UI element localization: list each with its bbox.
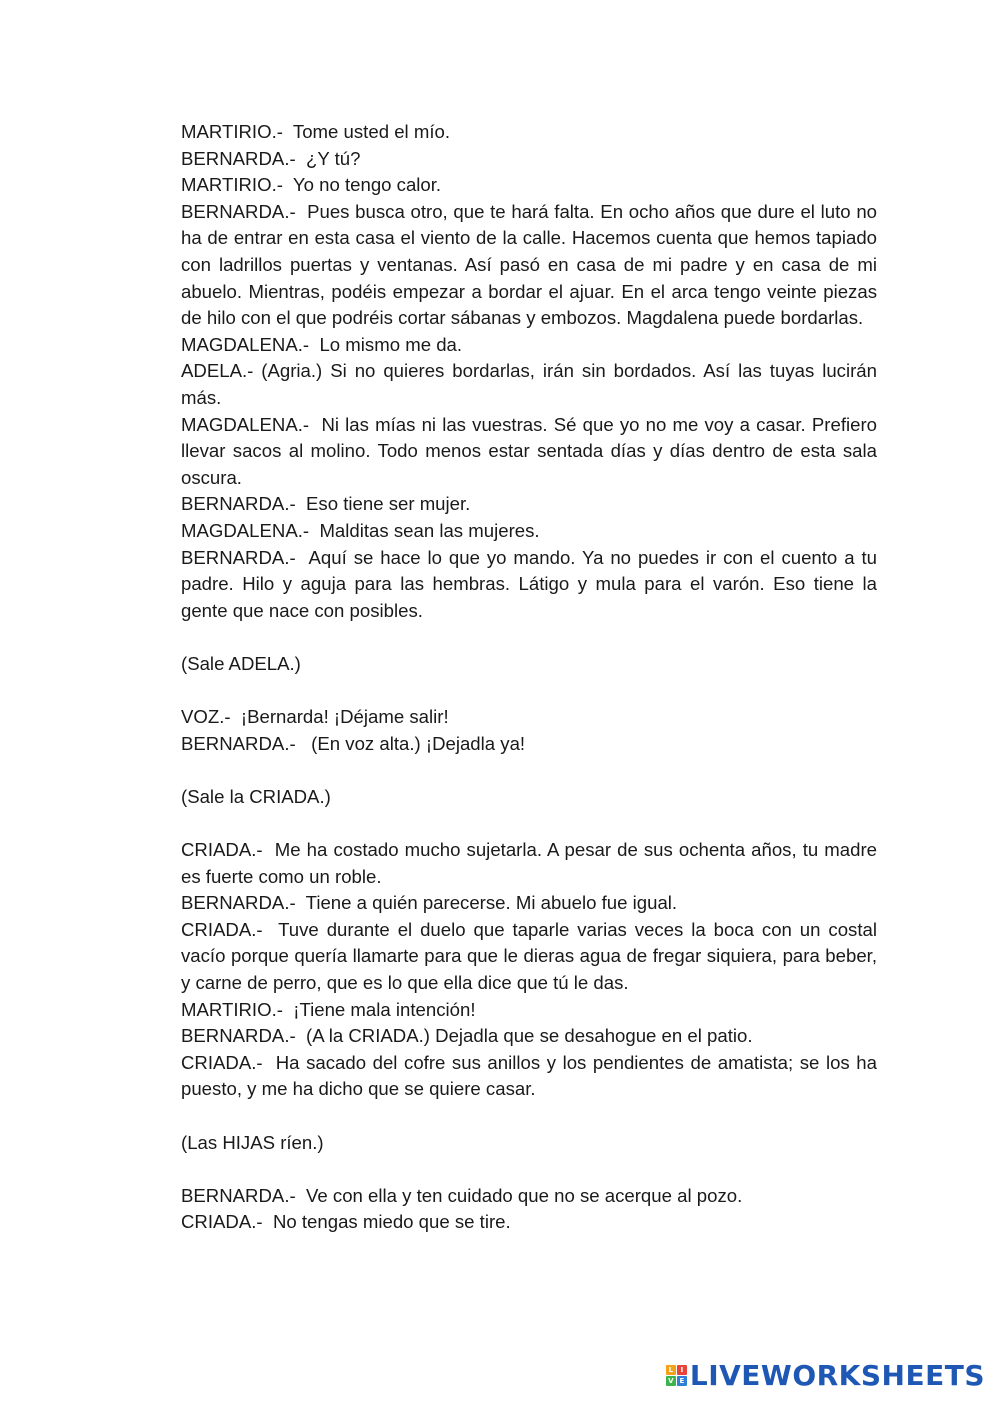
- stage-direction: (Sale la CRIADA.): [181, 785, 331, 807]
- dialogue-line: BERNARDA.- (En voz alta.) ¡Dejadla ya!: [181, 732, 526, 754]
- spacer: [181, 624, 877, 651]
- dialogue-line: ADELA.- (Agria.) Si no quieres bordarlas, irán sin bordados. Así las tuyas lucirán más.: [181, 360, 883, 408]
- logo-tile-e: E: [677, 1376, 687, 1386]
- stage-direction: (Las HIJAS ríen.): [181, 1131, 324, 1153]
- dialogue-line: BERNARDA.- Aquí se hace lo que yo mando. Ya no puedes ir con el cuento a tu padre. Hilo y aguja para las hembras. Látigo y mula para el varón. Eso tiene la gente que nace con posibles.: [181, 546, 883, 621]
- dialogue-line: BERNARDA.- Eso tiene ser mujer.: [181, 493, 471, 515]
- liveworksheets-icon: [666, 1365, 687, 1386]
- dialogue-line: MAGDALENA.- Malditas sean las mujeres.: [181, 519, 540, 541]
- logo-tile-v: V: [666, 1376, 676, 1386]
- dialogue-line: BERNARDA.- Ve con ella y ten cuidado que no se acerque al pozo.: [181, 1184, 743, 1206]
- liveworksheets-logo[interactable]: [666, 1359, 985, 1392]
- spacer: [181, 677, 877, 704]
- logo-tile-i: I: [677, 1365, 687, 1375]
- dialogue-line: MARTIRIO.- Tome usted el mío.: [181, 121, 451, 142]
- dialogue-line: CRIADA.- No tengas miedo que se tire.: [181, 1211, 511, 1233]
- brand-name: LIVEWORKSHEETS: [689, 1359, 985, 1392]
- spacer: [181, 1103, 877, 1130]
- dialogue-line: MARTIRIO.- ¡Tiene mala intención!: [181, 998, 476, 1020]
- spacer: [181, 1156, 877, 1183]
- document-body: [181, 119, 883, 1236]
- dialogue-line: BERNARDA.- ¿Y tú?: [181, 147, 361, 169]
- dialogue-line: MAGDALENA.- Lo mismo me da.: [181, 333, 463, 355]
- dialogue-line: BERNARDA.- (A la CRIADA.) Dejadla que se desahogue en el patio.: [181, 1025, 753, 1047]
- dialogue-line: CRIADA.- Me ha costado mucho sujetarla. A pesar de sus ochenta años, tu madre es fuerte como un roble.: [181, 839, 883, 887]
- dialogue-line: BERNARDA.- Tiene a quién parecerse. Mi abuelo fue igual.: [181, 892, 678, 914]
- stage-direction: (Sale ADELA.): [181, 652, 301, 674]
- dialogue-line: MARTIRIO.- Yo no tengo calor.: [181, 174, 442, 196]
- dialogue-line: CRIADA.- Tuve durante el duelo que taparle varias veces la boca con un costal vacío porque quería llamarte para que le dieras agua de fregar siquiera, para beber, y carne de perro, que es lo que ella dice que tú le das.: [181, 918, 883, 993]
- dialogue-line: BERNARDA.- Pues busca otro, que te hará falta. En ocho años que dure el luto no ha de entrar en esta casa el viento de la calle. Hacemos cuenta que hemos tapiado con ladrillos puertas y ventanas. Así pasó en casa de mi padre y en casa de mi abuelo. Mientras, podéis empezar a bordar el ajuar. En el arca tengo veinte piezas de hilo con el que podréis cortar sábanas y embozos. Magdalena puede bordarlas.: [181, 200, 883, 329]
- spacer: [181, 757, 877, 784]
- dialogue-line: MAGDALENA.- Ni las mías ni las vuestras. Sé que yo no me voy a casar. Prefiero llevar sacos al molino. Todo menos estar sentada días y días dentro de esta sala oscura.: [181, 413, 883, 488]
- dialogue-line: CRIADA.- Ha sacado del cofre sus anillos y los pendientes de amatista; se los ha puesto, y me ha dicho que se quiere casar.: [181, 1051, 883, 1100]
- spacer: [181, 810, 877, 837]
- dialogue-line: VOZ.- ¡Bernarda! ¡Déjame salir!: [181, 706, 449, 728]
- logo-tile-l: L: [666, 1365, 676, 1375]
